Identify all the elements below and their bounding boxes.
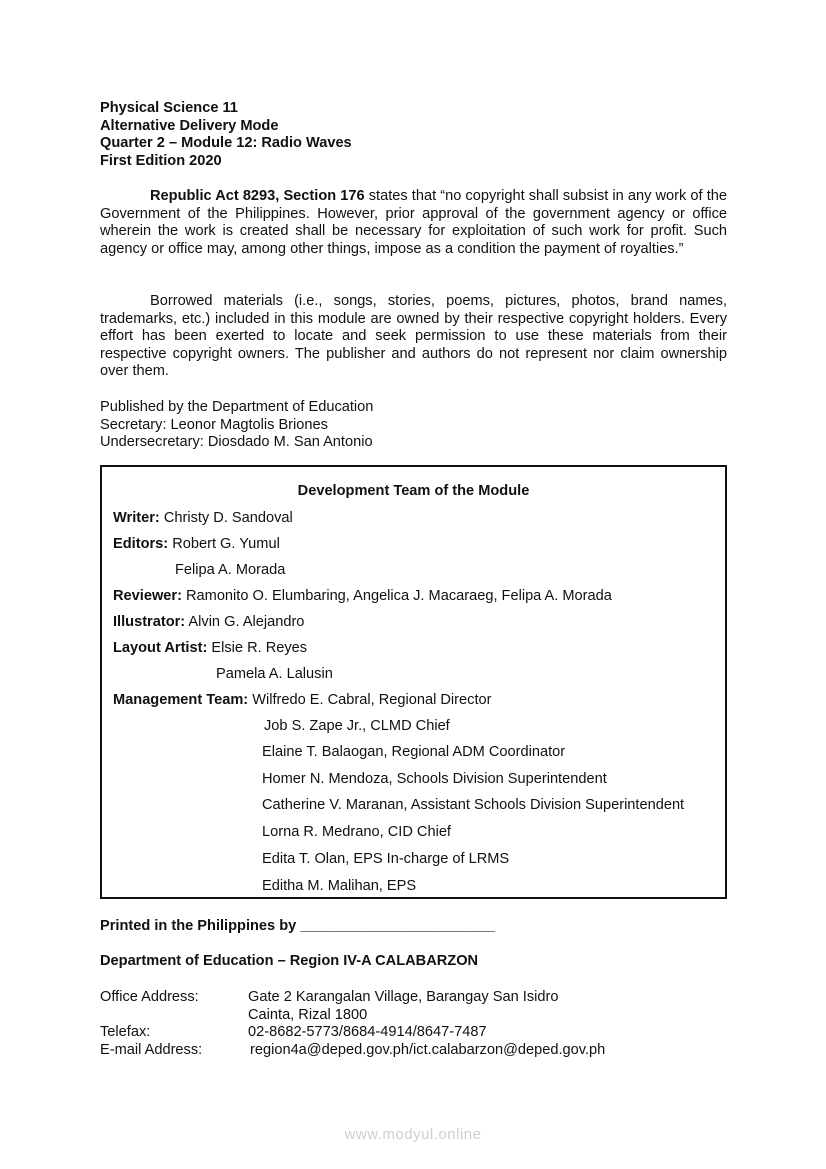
module-title: Quarter 2 – Module 12: Radio Waves xyxy=(100,135,352,152)
management-member: Homer N. Mendoza, Schools Division Superintendent xyxy=(262,771,607,787)
reviewer-row: Reviewer: Ramonito O. Elumbaring, Angelica J. Macaraeg, Felipa A. Morada xyxy=(113,588,612,604)
printed-by-line: Printed in the Philippines by ________________________ xyxy=(100,918,496,934)
layout-artist-row: Layout Artist: Elsie R. Reyes xyxy=(113,640,308,656)
management-member: Lorna R. Medrano, CID Chief xyxy=(262,824,451,840)
management-member: Job S. Zape Jr., CLMD Chief xyxy=(264,718,450,734)
development-team-box xyxy=(100,465,727,899)
module-heading xyxy=(100,100,352,170)
law-text: states that “no copyright shall subsist in any work of the Government of the Philippines. However, prior approval of the government agency or office wherein the work is created shall be necessary for exploitation of such work for profit. Such agency or office may, among other things, impose as a condition the payment of royalties.” xyxy=(100,188,728,257)
region-heading: Department of Education – Region IV-A CALABARZON xyxy=(100,953,479,969)
publisher: Published by the Department of Education xyxy=(100,399,374,415)
management-member: Catherine V. Maranan, Assistant Schools Division Superintendent xyxy=(262,797,685,813)
management-member: Editha M. Malihan, EPS xyxy=(262,878,417,894)
management-member: Edita T. Olan, EPS In-charge of LRMS xyxy=(262,851,510,867)
management-row: Management Team: Wilfredo E. Cabral, Regional Director xyxy=(113,692,492,708)
undersecretary: Undersecretary: Diosdado M. San Antonio xyxy=(100,434,373,451)
publisher-info xyxy=(100,399,373,452)
layout-artist-row-2: Pamela A. Lalusin xyxy=(216,666,333,682)
illustrator-row: Illustrator: Alvin G. Alejandro xyxy=(113,614,305,630)
edition: First Edition 2020 xyxy=(100,152,222,169)
editors-row: Editors: Robert G. Yumul xyxy=(113,536,280,552)
secretary: Secretary: Leonor Magtolis Briones xyxy=(100,416,328,433)
editors-row-2: Felipa A. Morada xyxy=(175,562,286,578)
development-team-title: Development Team of the Module xyxy=(297,483,530,499)
writer-row: Writer: Christy D. Sandoval xyxy=(113,510,293,526)
copyright-notice xyxy=(100,188,727,258)
subject-title: Physical Science 11 xyxy=(100,100,238,116)
borrowed-materials-notice: Borrowed materials (i.e., songs, stories, poems, pictures, photos, brand names, trademarks, etc.) included in this module are owned by their respective copyright holders. Every effort has been exerted to locate and seek permission to use these materials from their respective copyright owners. The publisher and authors do not represent nor claim ownership over them. xyxy=(100,293,727,380)
management-member: Elaine T. Balaogan, Regional ADM Coordinator xyxy=(262,744,566,760)
law-reference: Republic Act 8293, Section 176 xyxy=(150,188,365,204)
delivery-mode: Alternative Delivery Mode xyxy=(100,117,279,134)
watermark: www.modyul.online xyxy=(344,1126,482,1143)
